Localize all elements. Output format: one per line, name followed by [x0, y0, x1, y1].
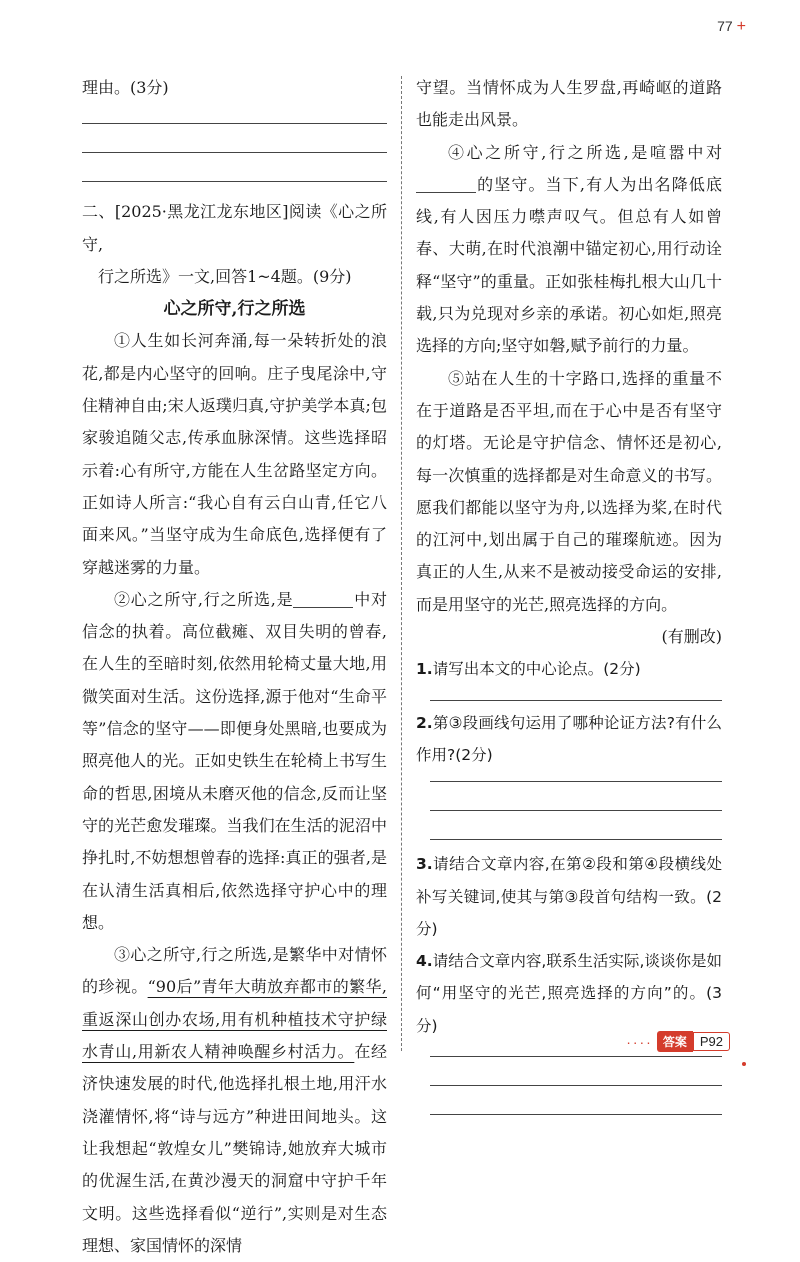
- paragraph-3-rest: 在经济快速发展的时代,他选择扎根土地,用汗水浇灌情怀,将“诗与远方”种进田间地头。这让我想起“敦煌女儿”樊锦诗,她放弃大城市的优渥生活,在黄沙漫天的洞窟中守护千年文明。这些选择看似“逆行”,实则是对生态理想、家国情怀的深情: [82, 1042, 387, 1255]
- question-text: 请结合文章内容,在第②段和第④段横线处补写关键词,使其与第③段首句结构一致。(2分): [416, 855, 722, 938]
- page-number-text: 77: [717, 18, 733, 34]
- paragraph-5: ⑤站在人生的十字路口,选择的重量不在于道路是否平坦,而在于心中是否有坚守的灯塔。无论是守护信念、情怀还是初心,每一次慎重的选择都是对生命意义的书写。愿我们都能以坚守为舟,以选择为桨,在时代的江河中,划出属于自己的璀璨航迹。因为真正的人生,从来不是被动接受命运的安排,而是用坚守的光芒,照亮选择的方向。: [416, 368, 722, 614]
- source-note: (有删改): [661, 627, 722, 647]
- question-text: 请结合文章内容,联系生活实际,谈谈你是如何“用坚守的光芒,照亮选择的方向”的。(3分): [416, 952, 722, 1035]
- section-heading-cont: 行之所选》一文,回答1~4题。(9分): [98, 266, 352, 286]
- paragraph-2-start: ②心之所守,行之所选,是: [114, 589, 294, 609]
- paragraph-4-start: ④心之所守,行之所选,是喧嚣中对: [448, 142, 722, 162]
- dot-decoration: [742, 1062, 746, 1066]
- section-heading: 二、[2025·黑龙江龙东地区]阅读《心之所守,: [82, 202, 387, 254]
- paragraph-1: ①人生如长河奔涌,每一朵转折处的浪花,都是内心坚守的回响。庄子曳尾涂中,守住精神自由;宋人返璞归真,守护美学本真;包家骏追随父志,传承血脉深情。这些选择昭示着:心有所守,方能在人生岔路坚定方向。正如诗人所言:“我心自有云白山青,任它八面来风。”当坚守成为生命底色,选择便有了穿越迷雾的力量。: [82, 331, 387, 577]
- right-column: [416, 72, 722, 1115]
- answer-page: P92: [693, 1032, 730, 1051]
- answer-line[interactable]: [430, 1114, 722, 1115]
- question-number: 1.: [416, 660, 433, 679]
- paragraph-4-rest: 的坚守。当下,有人为出名降低底线,有人因压力噤声叹气。但总有人如曾春、大萌,在时代浪潮中锚定初心,用行动诠释“坚守”的重量。正如张桂梅扎根大山几十载,只为兑现对乡亲的承诺。初心如炬,照亮选择的方向;坚守如磐,赋予前行的力量。: [416, 174, 722, 356]
- previous-question-tail: 理由。(3分): [82, 78, 169, 97]
- underlined-sentence: “90后”青年大萌放弃都市的繁华,重返深山创办农场,用有机种植技术守护绿水青山,用新农人精神唤醒乡村活力。: [82, 977, 387, 1062]
- fill-blank[interactable]: [416, 174, 476, 193]
- question-number: 2.: [416, 713, 433, 732]
- question-2: [416, 707, 722, 772]
- question-text: 第③段画线句运用了哪种论证方法?有什么作用?(2分): [416, 713, 722, 764]
- paragraph-2: [82, 584, 387, 939]
- question-number: 3.: [416, 855, 433, 874]
- page-number: [717, 18, 746, 36]
- paragraph-3: [82, 939, 387, 1262]
- question-text: 请写出本文的中心论点。(2分): [432, 660, 641, 679]
- question-1: [416, 653, 722, 685]
- column-divider: [401, 76, 402, 1051]
- paragraph-4: [416, 137, 722, 363]
- question-number: 4.: [416, 952, 433, 971]
- article-title: 心之所守,行之所选: [163, 299, 306, 320]
- paragraph-2-rest: 中对信念的执着。高位截瘫、双目失明的曾春,在人生的至暗时刻,依然用轮椅丈量大地,用微笑面对生活。这份选择,源于他对“生命平等”信念的坚守——即便身处黑暗,也要成为照亮他人的光。正如史铁生在轮椅上书写生命的哲思,困境从未磨灭他的信念,反而让坚守的光芒愈发璀璨。当我们在生活的泥沼中挣扎时,不妨想想曾春的选择:真正的强者,是在认清生活真相后,依然选择守护心中的理想。: [82, 589, 387, 932]
- paragraph-3-end: 守望。当情怀成为人生罗盘,再崎岖的道路也能走出风景。: [416, 78, 722, 130]
- question-4: [416, 945, 722, 1042]
- answer-label: 答案: [657, 1031, 693, 1052]
- answer-reference[interactable]: [626, 1031, 730, 1052]
- fill-blank[interactable]: [293, 589, 353, 608]
- paragraph-3-start: ③心之所守,行之所选,是繁华中对情怀的珍视。: [82, 945, 387, 997]
- question-3: [416, 848, 722, 945]
- dots-decoration: ····: [626, 1033, 653, 1050]
- left-column: [82, 72, 387, 1262]
- plus-icon: +: [736, 18, 746, 35]
